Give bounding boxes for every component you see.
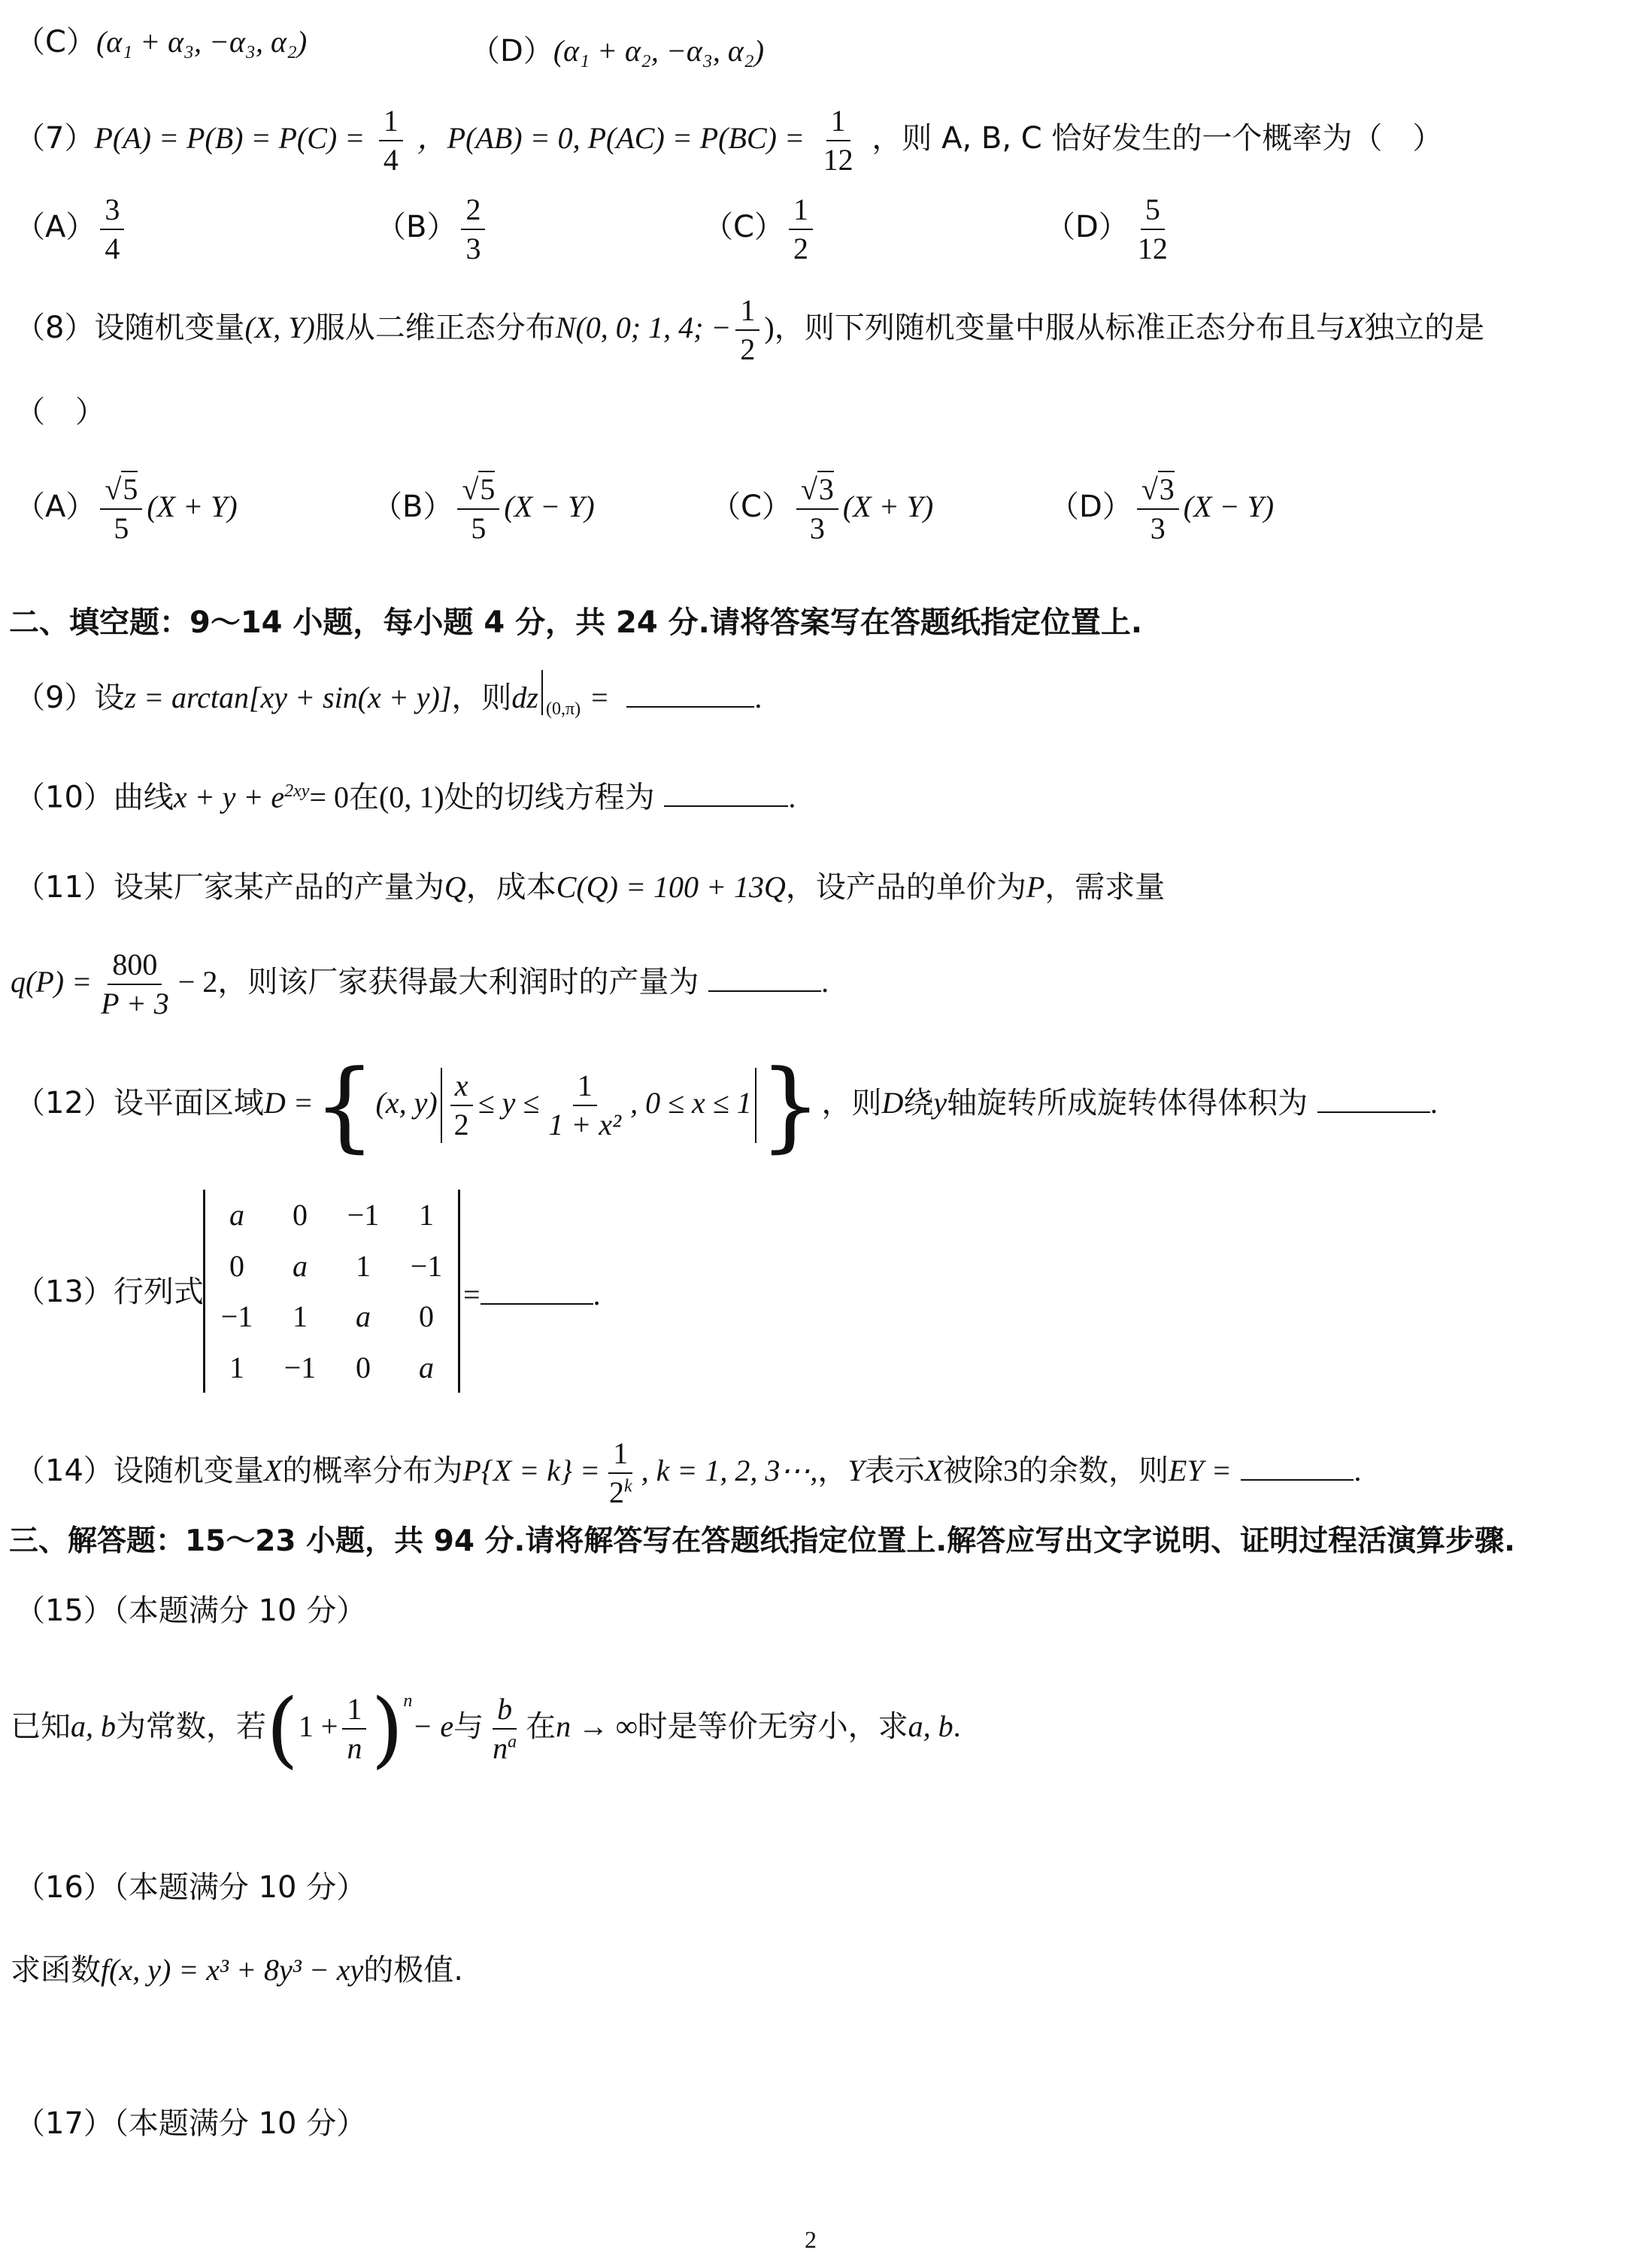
q10-answer-blank[interactable] — [664, 801, 788, 807]
det-cell: −1 — [220, 1299, 253, 1334]
q7-option-b: （B） $\frac{2}{3}$ — [376, 194, 490, 265]
q17-header: （17）（本题满分 10 分） — [15, 2106, 367, 2141]
q15-stem: 已知a, b为常数，若(1 + $\frac{1}{n}$ )$^n$− e与 $\frac{b}{n^a}$ 在n → ∞时是等价无穷小，求a, b. — [11, 1681, 961, 1777]
det-cell: 0 — [419, 1299, 434, 1334]
det-cell: 0 — [293, 1198, 308, 1233]
q6-option-c: （C）(α₁ + α₃, −α₃, α₂) — [15, 25, 308, 59]
det-cell: 1 — [419, 1198, 434, 1233]
q6-option-d: （D）(α₁ + α₂, −α₃, α₂) — [470, 34, 765, 68]
q7-stem: （7）P(A) = P(B) = P(C) = $\frac{1}{4}$ ，P(AB) = 0, P(AC) = P(BC) = $\frac{1}{12}$ ，则 A, B, C 恰好发生的一个概率为（ ） — [15, 104, 1443, 177]
q13-label: （13）行列式 — [15, 1275, 204, 1309]
q13-answer: = . — [463, 1278, 601, 1311]
q13-answer-blank[interactable] — [481, 1299, 593, 1305]
q9-stem: （9）设z = arctan[xy + sin(x + y)]，则dz $_{(0,\pi)}$ = . — [15, 683, 762, 718]
det-cell: a — [419, 1350, 434, 1384]
det-cell: a — [229, 1198, 244, 1233]
q16-stem: 求函数f(x, y) = x³ + 8y³ − xy的极值. — [11, 1953, 463, 1988]
q8-option-d: （D） $\frac{√3}{3}$ (X − Y) — [1049, 472, 1275, 545]
q12-bound-fraction: $\frac{1}{\text{1 + x²}}$ — [548, 1069, 622, 1142]
q14-stem: （14）设随机变量X的概率分布为P{X = k} = $\frac{1}{2^k}$ , k = 1, 2, 3⋯,，Y表示X被除3的余数，则EY = . — [15, 1436, 1362, 1509]
det-cell: 1 — [293, 1299, 308, 1334]
q11-answer-blank[interactable] — [708, 986, 821, 992]
q8-option-b: （B） $\frac{√5}{5}$ (X − Y) — [372, 472, 595, 545]
det-cell: 0 — [229, 1248, 244, 1283]
q11-stem-line2: q(P) = $\frac{800}{P + 3}$ − 2，则该厂家获得最大利润时的产量为 . — [11, 948, 829, 1020]
det-cell: 1 — [229, 1350, 244, 1384]
det-cell: a — [293, 1248, 308, 1283]
q12-stem: （12）设平面区域D ={(x, y) $\frac{x}{2}$ ≤ y ≤ $\frac{1}{\text{1 + x²}}$ , 0 ≤ x ≤ 1}，则D绕y轴旋转所成旋转体得体积为 . — [15, 1048, 1438, 1163]
q11-demand-fraction: $\frac{800}{P + 3}$ — [101, 948, 169, 1020]
q7-option-c: （C） $\frac{1}{2}$ — [703, 194, 817, 265]
q8-stem: （8）设随机变量(X, Y)服从二维正态分布N(0, 0; 1, 4; − $\frac{1}{2}$ )，则下列随机变量中服从标准正态分布且与X独立的是 — [15, 293, 1485, 366]
q8-option-c: （C） $\frac{√3}{3}$ (X + Y) — [711, 472, 934, 545]
q7-option-d: （D） $\frac{5}{12}$ — [1045, 193, 1168, 265]
q7-options — [15, 194, 129, 265]
det-cell: 1 — [356, 1248, 371, 1283]
det-cell: −1 — [283, 1350, 317, 1384]
q11-stem-line1: （11）设某厂家某产品的产量为Q，成本C(Q) = 100 + 13Q，设产品的单价为P，需求量 — [15, 870, 1166, 905]
q7-option-a: （A） $\frac{3}{4}$ — [15, 210, 129, 244]
det-cell: −1 — [347, 1198, 380, 1233]
q8-fraction-half: $\frac{1}{2}$ — [735, 295, 759, 365]
q7-fraction-quarter: $\frac{1}{4}$ — [379, 105, 403, 176]
q14-answer-blank[interactable] — [1241, 1475, 1354, 1481]
q15-equiv-fraction: $\frac{b}{n^a}$ — [493, 1692, 517, 1765]
q9-answer-blank[interactable] — [626, 702, 754, 708]
q16-header: （16）（本题满分 10 分） — [15, 1870, 367, 1905]
det-cell: −1 — [410, 1248, 443, 1283]
q7-fraction-twelfth: $\frac{1}{12}$ — [823, 104, 853, 177]
det-cell: a — [356, 1299, 371, 1334]
q12-answer-blank[interactable] — [1317, 1107, 1430, 1113]
q14-prob-fraction: $\frac{1}{2^k}$ — [608, 1436, 632, 1509]
page-number: 2 — [805, 2226, 817, 2253]
section-2-heading: 二、填空题：9～14 小题，每小题 4 分，共 24 分.请将答案写在答题纸指定位置上. — [9, 605, 1143, 640]
q13-determinant — [203, 1190, 460, 1393]
q8-option-a: （A） $\frac{√5}{5}$ (X + Y) — [15, 472, 238, 545]
q15-header: （15）（本题满分 10 分） — [15, 1593, 367, 1628]
section-3-heading: 三、解答题：15～23 小题，共 94 分.请将解答写在答题纸指定位置上.解答应写出文字说明、证明过程活演算步骤. — [9, 1524, 1515, 1558]
q10-stem: （10）曲线$x + y + e^{2xy}= 0$在(0, 1)处的切线方程为 . — [15, 780, 796, 815]
det-cell: 0 — [356, 1350, 371, 1384]
q8-answer-paren: （ ） — [15, 395, 105, 429]
